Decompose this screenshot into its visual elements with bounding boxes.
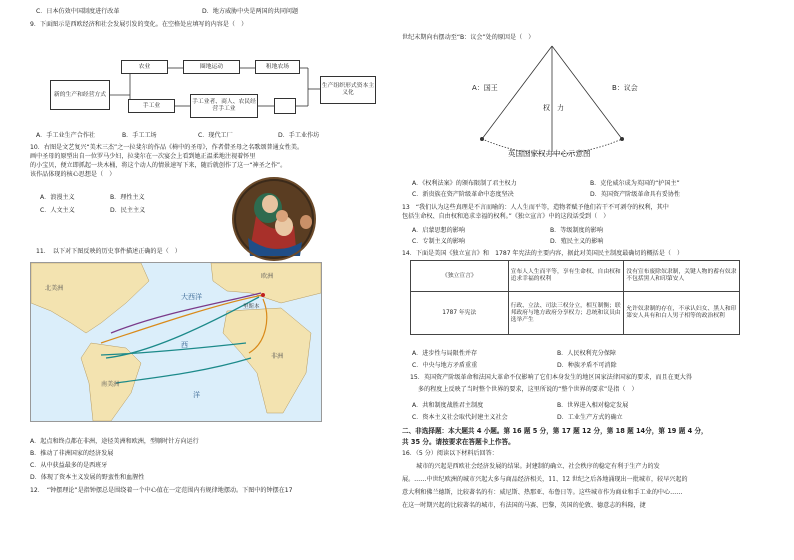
q16-material-line-1: 城市的兴起是西欧社会经济发展的结果。封建制的确立、社会秩序的稳定有利于生产力的发 [416, 463, 660, 470]
q11-option-c: C．从中获益最多的是西班牙 [30, 462, 108, 469]
q10-line-2: 画中圣母的原型出自一位罗马少妇，拉斐尔在一次宴会上看到她正温柔地注视着怀里 [30, 153, 256, 160]
map-label-lisbon: 里斯本 [243, 304, 260, 310]
q13-option-b: B．等级制度的影响 [550, 227, 603, 234]
q10-line-1: 10．右图是文艺复兴“美术三杰”之一拉斐尔的作品《椅中的圣母》，作者借圣母之名歌颂普通女性美。 [30, 144, 304, 151]
q13-option-a: A．启蒙思想的影响 [412, 227, 465, 234]
table-cell: 《独立宣言》 [411, 261, 509, 292]
q12-option-b: B．克伦威尔成为英国的“护国主” [590, 180, 680, 187]
q14-option-b: B．人民权利充分保障 [557, 350, 617, 357]
section-two-subtitle: 共 35 分。请按要求在答题卡上作答。 [402, 438, 515, 446]
section-two-title: 二、非选择题：本大题共 4 小题。第 16 题 5 分，第 17 题 12 分，第 18 题 14分，第 19 题 4 分， [402, 427, 708, 435]
q13-option-c: C．专制主义的影响 [412, 238, 466, 245]
table-cell: 宣布人人生而平等，享有生命权、自由权和追求幸福的权利 [508, 261, 624, 292]
q11-stem: 11． 以下对下图反映的历史事件描述正确的是（ ） [36, 248, 181, 255]
q12-option-d: D．英国资产阶级革命具有妥协性 [590, 191, 681, 198]
q13-line-2: 包括生命权、自由权和追求幸福的权利。”《独立宣言》中的这段话受到（ ） [402, 213, 610, 220]
table-cell: 行政、立法、司法三权分立，相互制衡；联邦政府与地方政府分享权力；总统和议员由选举产生 [508, 292, 624, 335]
pendulum-label-king: A：国王 [472, 84, 498, 92]
q12-stem: 12． “钟摆理论”是指钟摆总是围绕着一个中心值在一定范围内有规律地摆动。下图中的钟摆在17 [30, 487, 293, 494]
table-row [411, 292, 740, 335]
map-label-africa: 非洲 [271, 353, 284, 360]
q10-line-3: 的小宝贝，便立即抓起一块木桶，将这个动人的情景速写下来，随后就创作了这一“神圣之作”。 [30, 162, 287, 169]
q10-option-a: A．浪漫主义 [40, 194, 75, 201]
triangular-trade-map [30, 262, 322, 422]
map-label-south-america: 南美洲 [101, 381, 120, 388]
table-cell: 没有宣布废除奴隶制，关键人物的蓄有奴隶不包括黑人和印第安人 [624, 261, 740, 292]
q15-option-d: D．工业生产方式的确立 [557, 414, 623, 421]
top-option-d: D．地方威胁中央是两国的共同问题 [202, 8, 299, 15]
map-label-north-america: 北美洲 [45, 285, 64, 292]
q9-box-enclosure: 圈地运动 [183, 60, 240, 74]
q12-option-a: A．《权利法案》的颁布限制了君主权力 [412, 180, 517, 187]
q9-box-merchants: 手工业者、商人、农民经营手工业 [190, 94, 258, 118]
q9-box-result: 生产组织形式资本主义化 [320, 76, 376, 104]
q10-option-c: C．人文主义 [40, 207, 75, 214]
q14-option-a: A．进步性与局限性并存 [412, 350, 478, 357]
table-row [411, 261, 740, 292]
madonna-painting-image [210, 176, 338, 262]
q10-line-4: 该作品体现的核心思想是（ ） [30, 171, 116, 178]
top-option-c: C．日本仿效中国制度进行改革 [36, 8, 120, 15]
table-cell: 允许奴隶制的存在，不承认妇女、黑人和印第安人具有和白人男子相等的政治权利 [624, 292, 740, 335]
q9-box-agriculture: 农业 [121, 60, 168, 74]
map-label-xi: 西 [181, 341, 188, 349]
q9-option-a: A．手工业生产合作社 [36, 132, 96, 139]
q14-stem: 14．下面是美国《独立宣言》和 1787 年宪法的主要内容，据此对美国民主制度最确切的概括是（ ） [402, 250, 684, 257]
q9-option-d: D．手工业作坊 [278, 132, 320, 139]
q10-option-d: D．民主主义 [110, 207, 146, 214]
table-cell: 1787 年宪法 [411, 292, 509, 335]
q15-option-c: C．资本主义社会取代封建主义社会 [412, 414, 508, 421]
q16-stem: 16．（5 分）阅读以下材料后回答： [402, 450, 498, 457]
q14-table [410, 260, 740, 335]
trade-map-drawing [31, 263, 321, 421]
q9-box-handicraft: 手工业 [128, 99, 175, 113]
q14-option-d: D．种族矛盾不可消除 [557, 362, 617, 369]
q11-option-b: B．推动了非洲国家的经济发展 [30, 450, 114, 457]
q9-box-new-methods: 新的生产和经营方式 [50, 80, 110, 110]
map-label-europe: 欧洲 [261, 273, 274, 280]
q15-option-a: A．共和制度战胜君主制度 [412, 402, 484, 409]
q16-material-line-2: 展。……中世纪欧洲的城市兴起大多与商品经济相关，11、12 世纪之后各地涌现出一批城市，较早兴起的 [402, 476, 688, 483]
q15-line-2: 多的程度上反映了当时整个世界的要求，这里所说的“整个世界的要求”是指（ ） [418, 386, 638, 393]
q9-box-tenant-farm: 租地农场 [255, 60, 300, 74]
q9-stem: 9．下面图示是西欧经济和社会发展引发的变化。在空格处应填写的内容是（ ） [30, 21, 248, 28]
q13-option-d: D．殖民主义的影响 [550, 238, 604, 245]
q12-stem-cont: 世纪末期向右摆动至“B：议会”处的原因是（ ） [402, 34, 535, 41]
q11-option-a: A．起点和终点都在非洲，途径美洲和欧洲，型顺时针方向运行 [30, 438, 199, 445]
pendulum-label-parliament: B：议会 [612, 84, 638, 92]
q16-material-line-4: 在这一时期兴起的比较著名的城市，有法国的马赛、巴黎，英国的伦敦、德意志的科隆，捷 [402, 502, 646, 509]
q9-option-b: B．手工工场 [122, 132, 157, 139]
map-label-yang: 洋 [193, 391, 200, 399]
q16-material-line-3: 意大利和佛兰德斯，比较著名的有：威尼斯、热那亚、布鲁日等。这些城市作为商业和手工业的中心…… [402, 489, 683, 496]
q14-option-c: C．中央与地方矛盾重重 [412, 362, 478, 369]
q15-line-1: 15．英国资产阶级革命和法国大革命不仅影响了它们本身发生的地区国家法律国家的要求，而且在更大得 [410, 374, 692, 381]
q15-option-b: B．世界进入相对稳定发展 [557, 402, 629, 409]
q13-line-1: 13 “我们认为这些真理是不言而喻的：人人生而平等，造物者赋予他们若干不可剥夺的权利，其中 [402, 204, 669, 211]
pendulum-caption: 英国国家权力中心示意图 [508, 149, 591, 158]
q11-option-d: D．体现了资本主义发展的野蛮性和血腥性 [30, 474, 145, 481]
pendulum-label-power: 权 力 [543, 104, 564, 112]
q9-option-c: C．现代工厂 [198, 132, 233, 139]
map-label-atlantic: 大西洋 [181, 293, 202, 301]
q9-box-blank[interactable] [274, 98, 296, 114]
q12-option-c: C．新贵族在资产阶级革命中态度坚决 [412, 191, 514, 198]
q10-option-b: B．理性主义 [110, 194, 145, 201]
